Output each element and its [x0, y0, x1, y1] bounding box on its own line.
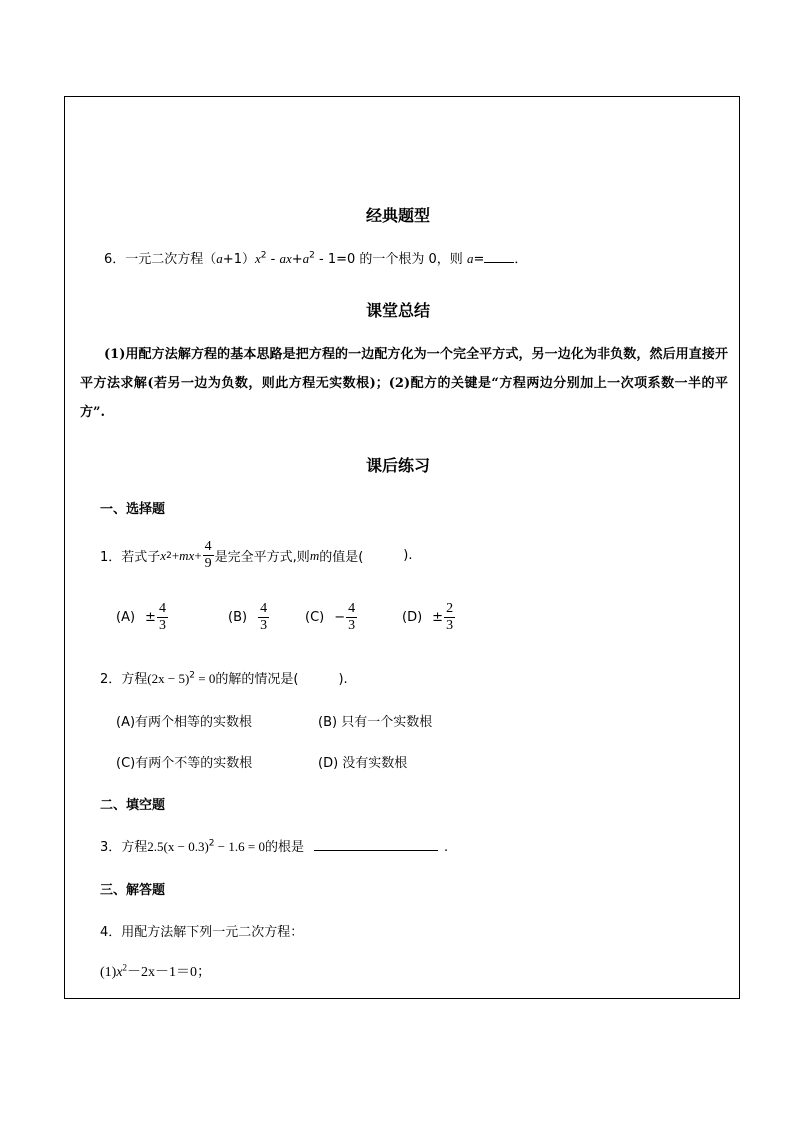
part-choice-title: 一、选择题: [100, 502, 166, 517]
summary-paragraph: (1)用配方法解方程的基本思路是把方程的一边配方化为一个完全平方式，另一边化为非负数，然后用直接开平方法求解(若另一边为负数，则此方程无实数根)；(2)配方的关键是“方程两边分别加上一次项系数一半的平方”.: [80, 347, 728, 420]
option-2d[interactable]: (D) 没有实数根: [318, 756, 408, 771]
section-title-homework: 课后练习: [366, 456, 431, 475]
option-1b[interactable]: (B) $\frac{4}{3}$: [228, 601, 268, 633]
question-4: 4．用配方法解下列一元二次方程：: [100, 925, 304, 940]
section-title-classic: 经典题型: [366, 206, 431, 225]
section-title-summary: 课堂总结: [366, 301, 431, 320]
part-fill-title: 二、填空题: [100, 798, 166, 813]
option-1a[interactable]: (A) ± $\frac{4}{3}$: [116, 601, 166, 633]
fraction-4-9: $\frac{4}{9}$: [204, 539, 212, 571]
answer-blank-q3[interactable]: [314, 850, 438, 851]
answer-blank-q6[interactable]: [484, 262, 514, 263]
option-1c[interactable]: (C) − $\frac{4}{3}$: [305, 601, 356, 633]
option-2a[interactable]: (A)有两个相等的实数根: [116, 715, 253, 730]
part-solve-title: 三、解答题: [100, 883, 166, 898]
option-2b[interactable]: (B) 只有一个实数根: [318, 715, 433, 730]
option-1d[interactable]: (D) ± $\frac{2}{3}$: [402, 601, 454, 633]
question-1: 1． 若式子 x 2 + mx + $\frac{4}{9}$ 是完全平方式,则 m 的值是( ).: [100, 539, 413, 571]
question-4-1: $(1)x^2-2x-1=0$；: [100, 962, 212, 980]
question-3: 3．方程$2.5(x - 0.3)^2 - 1.6 = 0$的根是 .: [100, 838, 449, 855]
question-2: 2．方程$(2x - 5)^2 = 0$的解的情况是( ).: [100, 670, 348, 687]
question-6: 6．一元二次方程$(a+1)x^2 - ax+a^2 - 1=0$ 的一个根为 0，则 a= ．: [104, 250, 528, 267]
option-2c[interactable]: (C)有两个不等的实数根: [116, 756, 253, 771]
